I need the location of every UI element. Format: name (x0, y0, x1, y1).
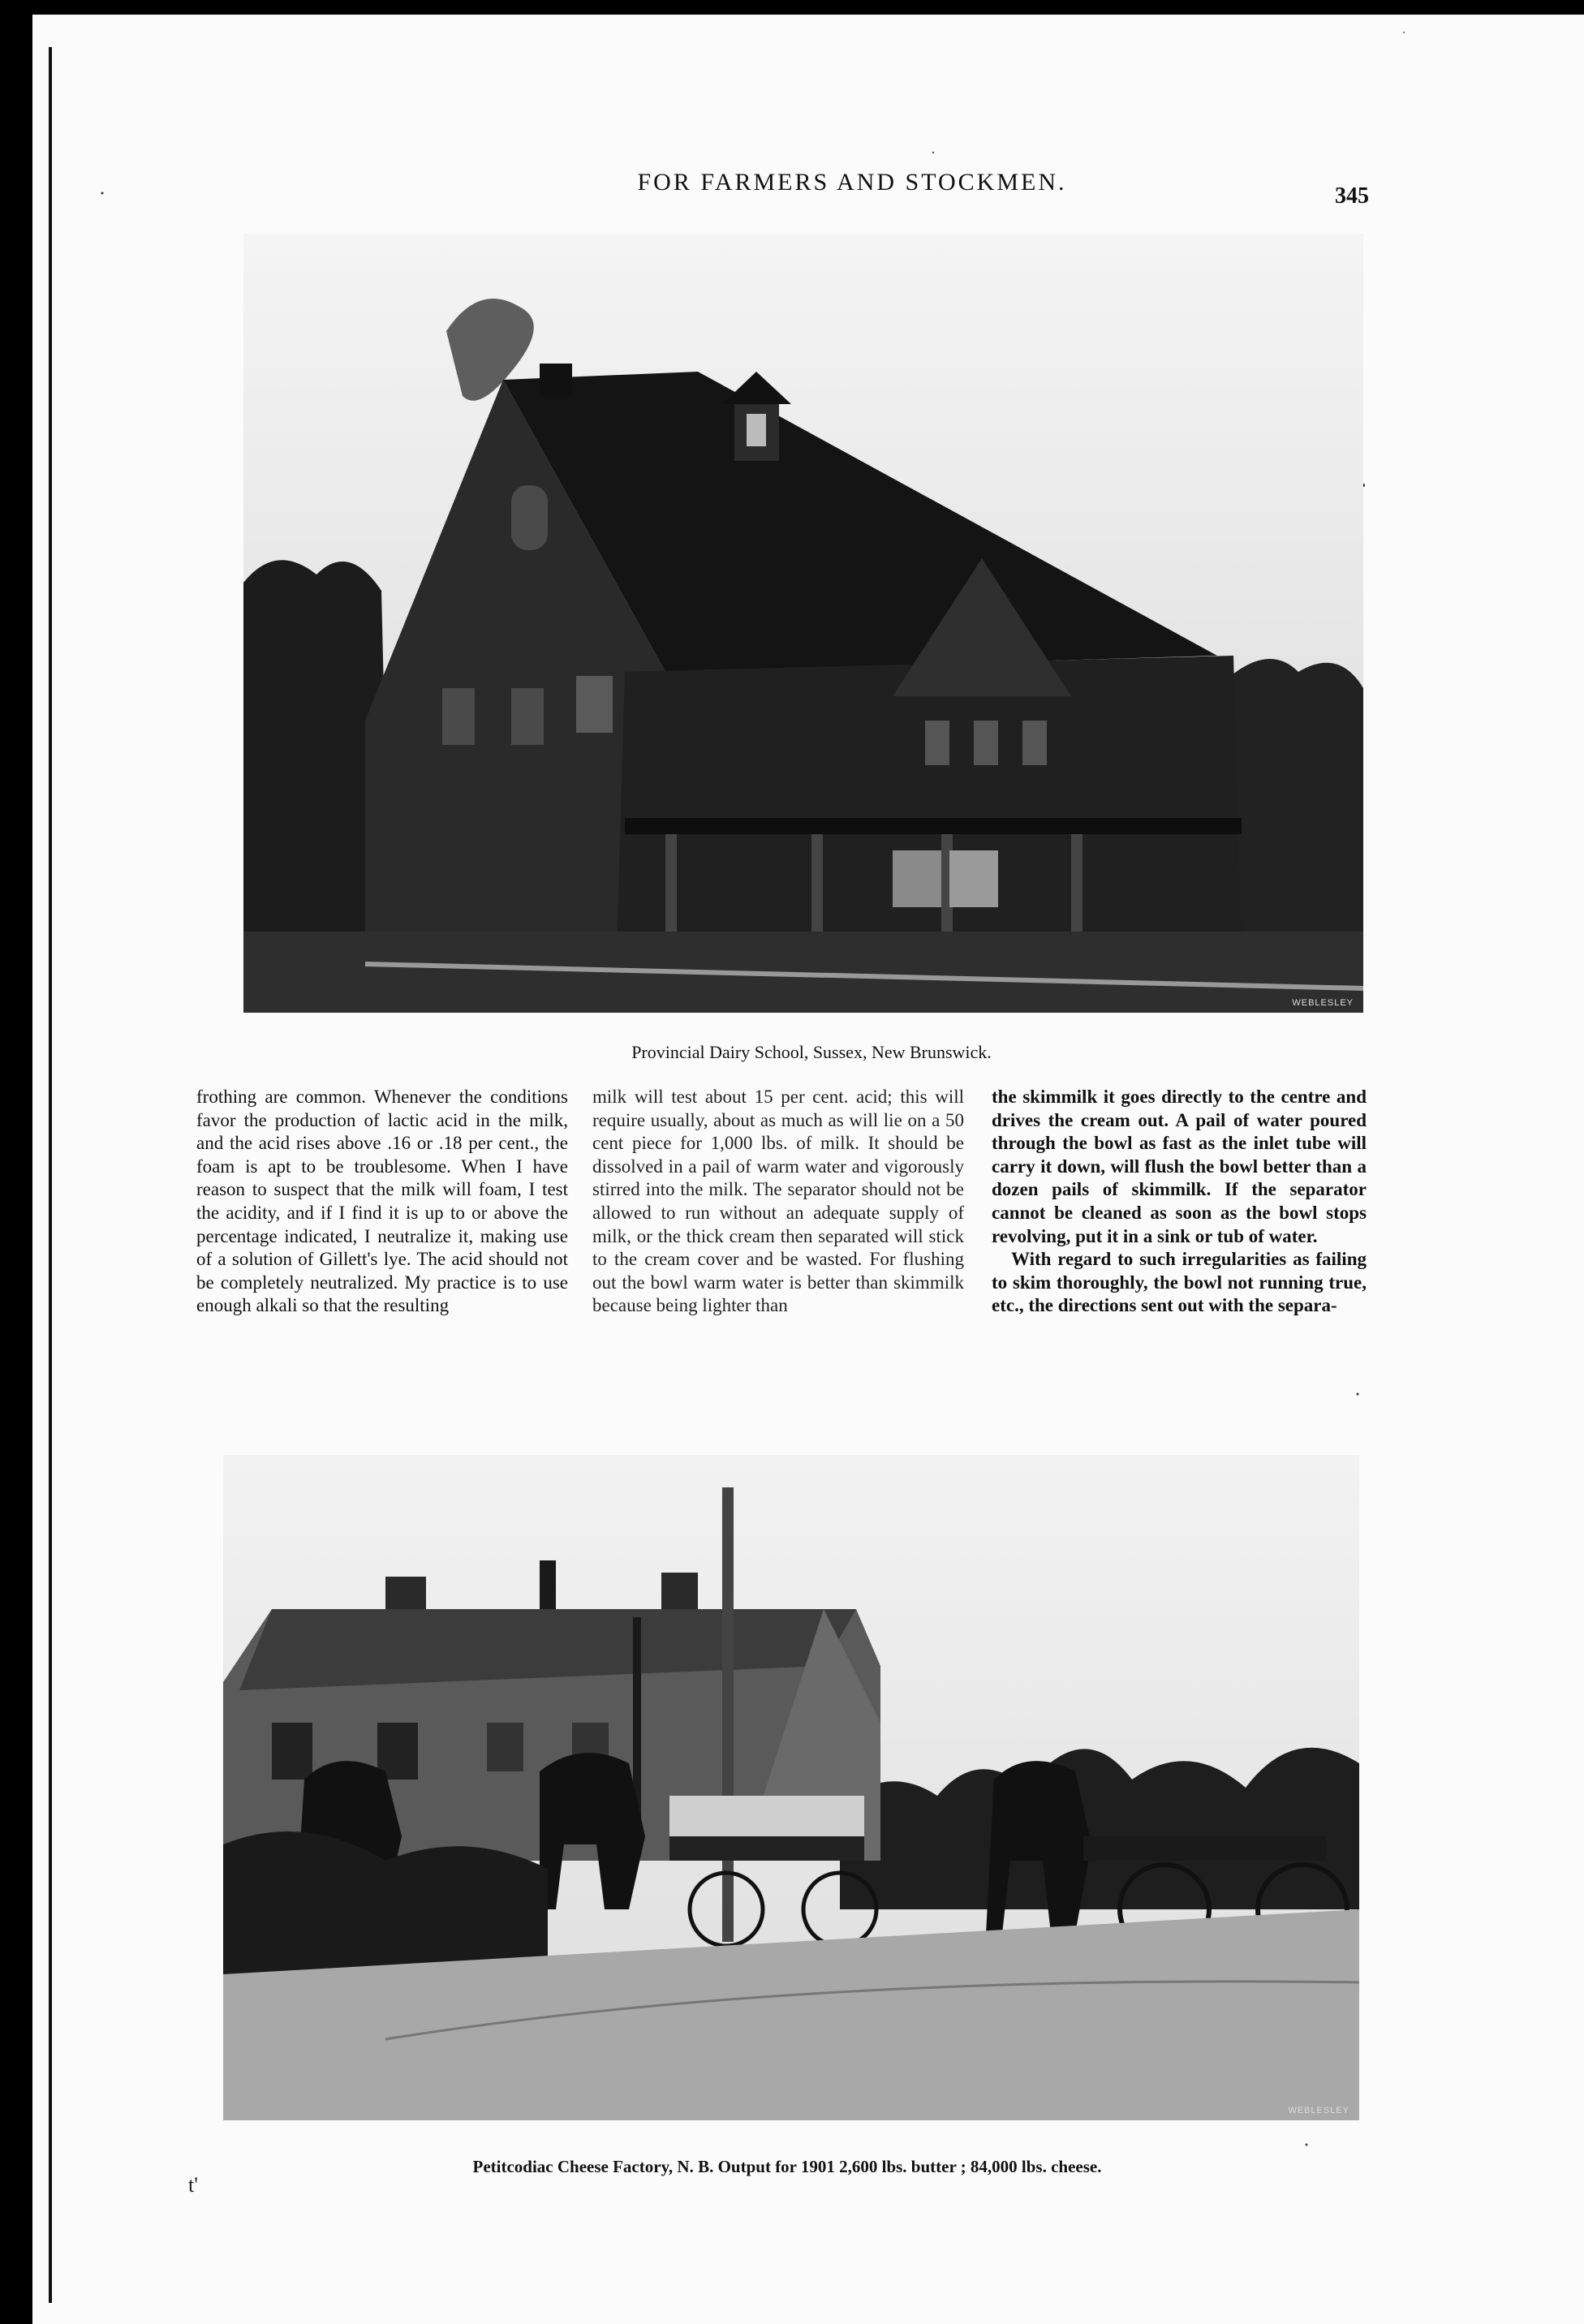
column-3-paragraph-1: the skimmilk it goes directly to the centre and drives the cream out. A pail of water poured through the bowl as fast as the inlet tube will carry it down, will flush the bowl better than a dozen pails of skimmilk. If the separator cannot be cleaned as soon as the bowl stops revolving, put it in a sink or tub of water. (992, 1087, 1367, 1246)
column-2-paragraph: milk will test about 15 per cent. acid; this will require usually, about as much as will lie on a 50 cent piece for 1,000 lbs. of milk. It should be dissolved in a pail of warm water and vigorously stirred into the milk. The separator should not be allowed to run without an adequate supply of milk, or the thick cream then separated will stick to the cream cover and be wasted. For flushing out the bowl warm water is better than skimmilk because being lighter than (592, 1087, 964, 1316)
page-number: 345 (1335, 183, 1369, 209)
column-1-paragraph: frothing are common. Whenever the conditions favor the production of lactic acid in the milk, and the acid rises above .16 or .18 per cent., the foam is apt to be troublesome. When I have reason to suspect that the milk will foam, I test the acidity, and if I find it is up to or above the percentage indicated, I neutralize it, making use of a solution of Gillett's lye. The acid should not be completely neutralized. My practice is to use enough alkali so that the resulting (196, 1087, 568, 1316)
dairy-school-photo (243, 234, 1363, 1013)
photo-credit-mark: WEBLESLEY (1292, 998, 1354, 1008)
dairy-school-caption: Provincial Dairy School, Sussex, New Brunswick. (631, 1042, 992, 1062)
stray-print-mark: t' (188, 2173, 198, 2197)
text-column-2 (592, 1086, 964, 1318)
text-column-3 (992, 1086, 1367, 1318)
text-column-1 (196, 1086, 568, 1318)
column-3-paragraph-2: With regard to such irregularities as failing to skim thoroughly, the bowl not running true, etc., the directions sent out with the separa- (992, 1249, 1367, 1316)
cheese-factory-caption: Petitcodiac Cheese Factory, N. B. Output for 1901 2,600 lbs. butter ; 84,000 lbs. cheese. (472, 2157, 1102, 2176)
page (32, 15, 1584, 2324)
running-head: FOR FARMERS AND STOCKMEN. (637, 169, 1067, 196)
cheese-factory-photo (223, 1455, 1359, 2120)
photo-credit-mark: WEBLESLEY (1288, 2106, 1349, 2115)
left-margin-rule (49, 47, 52, 2303)
